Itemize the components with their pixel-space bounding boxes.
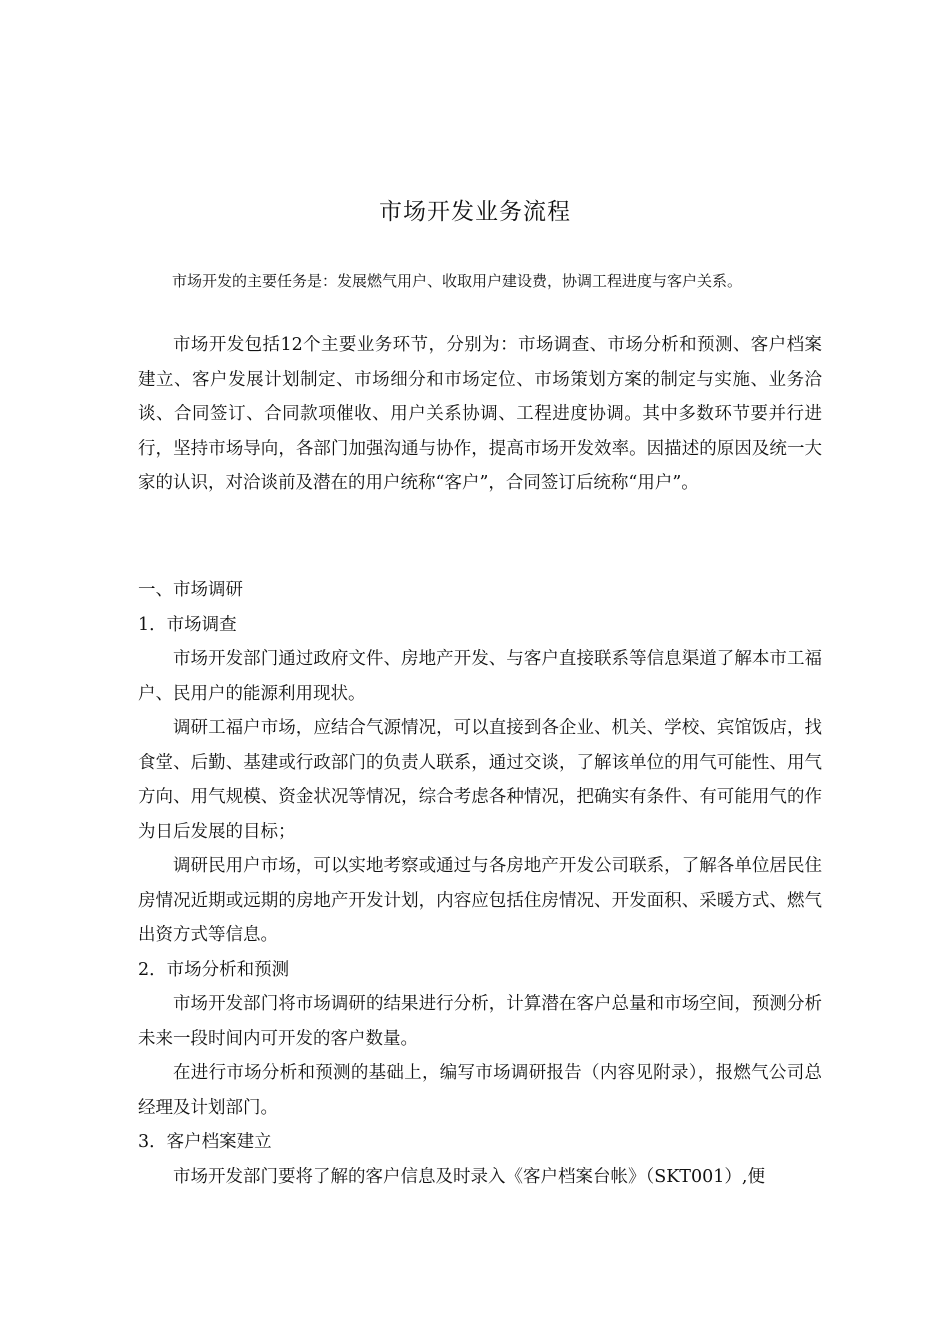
intro-section: [138, 328, 822, 501]
paragraph: 调研民用户市场，可以实地考察或通过与各房地产开发公司联系，了解各单位居民住房情况近期或远期的房地产开发计划，内容应包括住房情况、开发面积、采暖方式、燃气出资方式等信息。: [138, 856, 822, 945]
paragraph: 调研工福户市场，应结合气源情况，可以直接到各企业、机关、学校、宾馆饭店，找食堂、后勤、基建或行政部门的负责人联系，通过交谈，了解该单位的用气可能性、用气方向、用气规模、资金状况等情况，综合考虑各种情况，把确实有条件、有可能用气的作为日后发展的目标；: [138, 718, 822, 842]
subsection-heading-archive: 3．客户档案建立: [138, 1132, 272, 1152]
section-market-research: [138, 573, 822, 1194]
paragraph: 市场开发部门将市场调研的结果进行分析，计算潜在客户总量和市场空间，预测分析未来一段时间内可开发的客户数量。: [138, 994, 822, 1049]
paragraph: 市场开发部门要将了解的客户信息及时录入《客户档案台帐》（SKT001）,便: [173, 1166, 765, 1187]
section-heading: 一、市场调研: [138, 580, 243, 600]
document-summary: 市场开发的主要任务是：发展燃气用户、收取用户建设费，协调工程进度与客户关系。: [172, 272, 743, 290]
paragraph: 在进行市场分析和预测的基础上，编写市场调研报告（内容见附录），报燃气公司总经理及计划部门。: [138, 1063, 822, 1118]
intro-paragraph: 市场开发包括12个主要业务环节，分别为：市场调查、市场分析和预测、客户档案建立、客户发展计划制定、市场细分和市场定位、市场策划方案的制定与实施、业务洽谈、合同签订、合同款项催收、用户关系协调、工程进度协调。其中多数环节要并行进行，坚持市场导向，各部门加强沟通与协作，提高市场开发效率。因描述的原因及统一大家的认识，对洽谈前及潜在的用户统称“客户”，合同签订后统称“用户”。: [138, 335, 822, 493]
document-title: 市场开发业务流程: [379, 199, 571, 225]
subsection-heading-survey: 1．市场调查: [138, 614, 237, 635]
subsection-heading-analysis: 2．市场分析和预测: [138, 959, 290, 980]
paragraph: 市场开发部门通过政府文件、房地产开发、与客户直接联系等信息渠道了解本市工福户、民用户的能源利用现状。: [138, 649, 822, 704]
